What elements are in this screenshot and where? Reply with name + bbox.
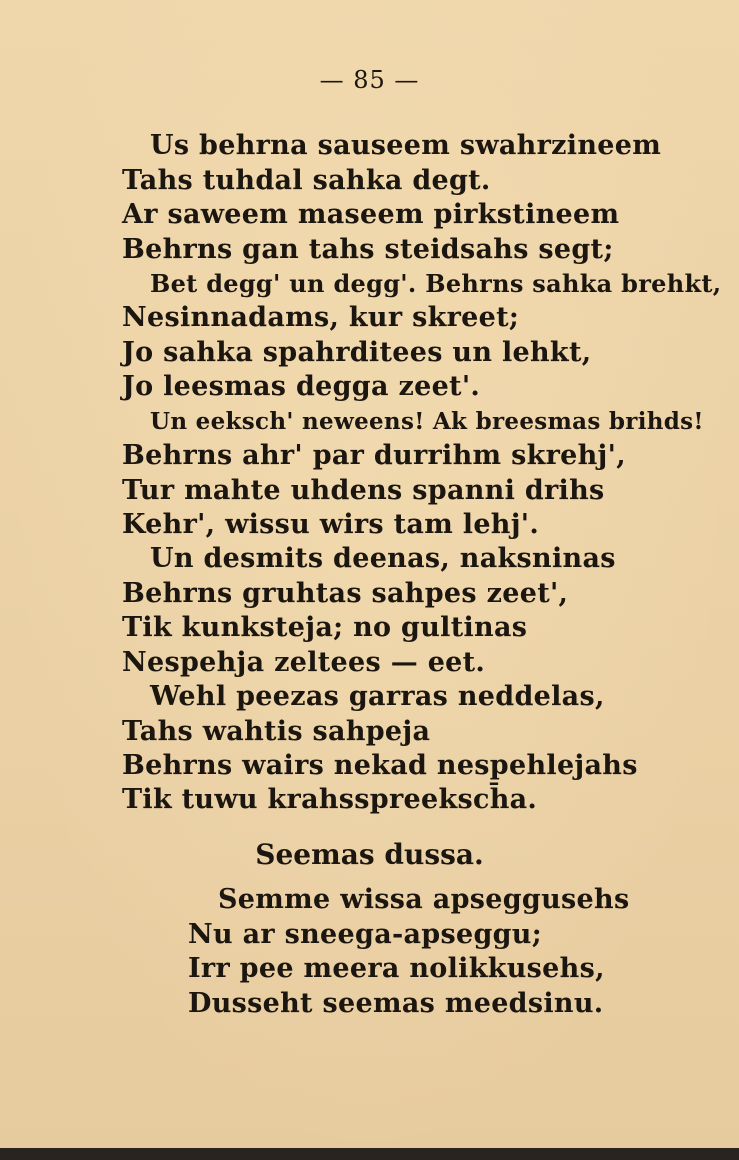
poem-line: Jo leesmas degga zeet'. xyxy=(122,371,481,402)
poem-line: Behrns ahr' par durrihm skrehj', xyxy=(122,440,626,471)
poem-title: Seemas dussa. xyxy=(255,838,484,871)
poem-line: Wehl peezas garras neddelas, xyxy=(150,681,605,712)
poem-line: Nu ar sneega-apseggu; xyxy=(188,919,543,950)
poem-line: Dusseht seemas meedsinu. xyxy=(188,988,604,1019)
poem-line: Un desmits deenas, naksninas xyxy=(150,543,616,574)
poem-line: Bet degg' un degg'. Behrns sahka brehkt, xyxy=(150,269,722,298)
poem-line: Behrns gan tahs steidsahs segt; xyxy=(122,234,614,265)
poem-line: Tur mahte uhdens spanni drihs xyxy=(122,475,605,506)
poem-line: Jo sahka spahrditees un lehkt, xyxy=(122,337,592,368)
poem-line: Us behrna sauseem swahrzineem xyxy=(150,130,662,161)
poem-line: Semme wissa apseggusehs xyxy=(218,884,630,915)
poem-line: Tik tuwu krahsspreeksch̄a. xyxy=(122,784,538,815)
poem-line: Behrns gruhtas sahpes zeet', xyxy=(122,578,569,609)
page-bottom-edge xyxy=(0,1148,739,1160)
poem-line: Nespehja zeltees — eet. xyxy=(122,647,486,678)
poem-line: Behrns wairs nekad nespehlejahs xyxy=(122,750,638,781)
page-number: — 85 — xyxy=(319,66,420,94)
poem-line: Tahs tuhdal sahka degt. xyxy=(122,165,491,196)
poem-line: Tik kunksteja; no gultinas xyxy=(122,612,528,643)
poem-line: Nesinnadams, kur skreet; xyxy=(122,302,520,333)
poem-line: Tahs wahtis sahpeja xyxy=(122,716,431,747)
poem-line: Irr pee meera nolikkusehs, xyxy=(188,953,605,984)
poem-line: Ar saweem maseem pirkstineem xyxy=(122,199,620,230)
poem-line: Un eeksch' neweens! Ak breesmas brihds! xyxy=(150,408,704,435)
poem-line: Kehr', wissu wirs tam lehj'. xyxy=(122,509,540,540)
